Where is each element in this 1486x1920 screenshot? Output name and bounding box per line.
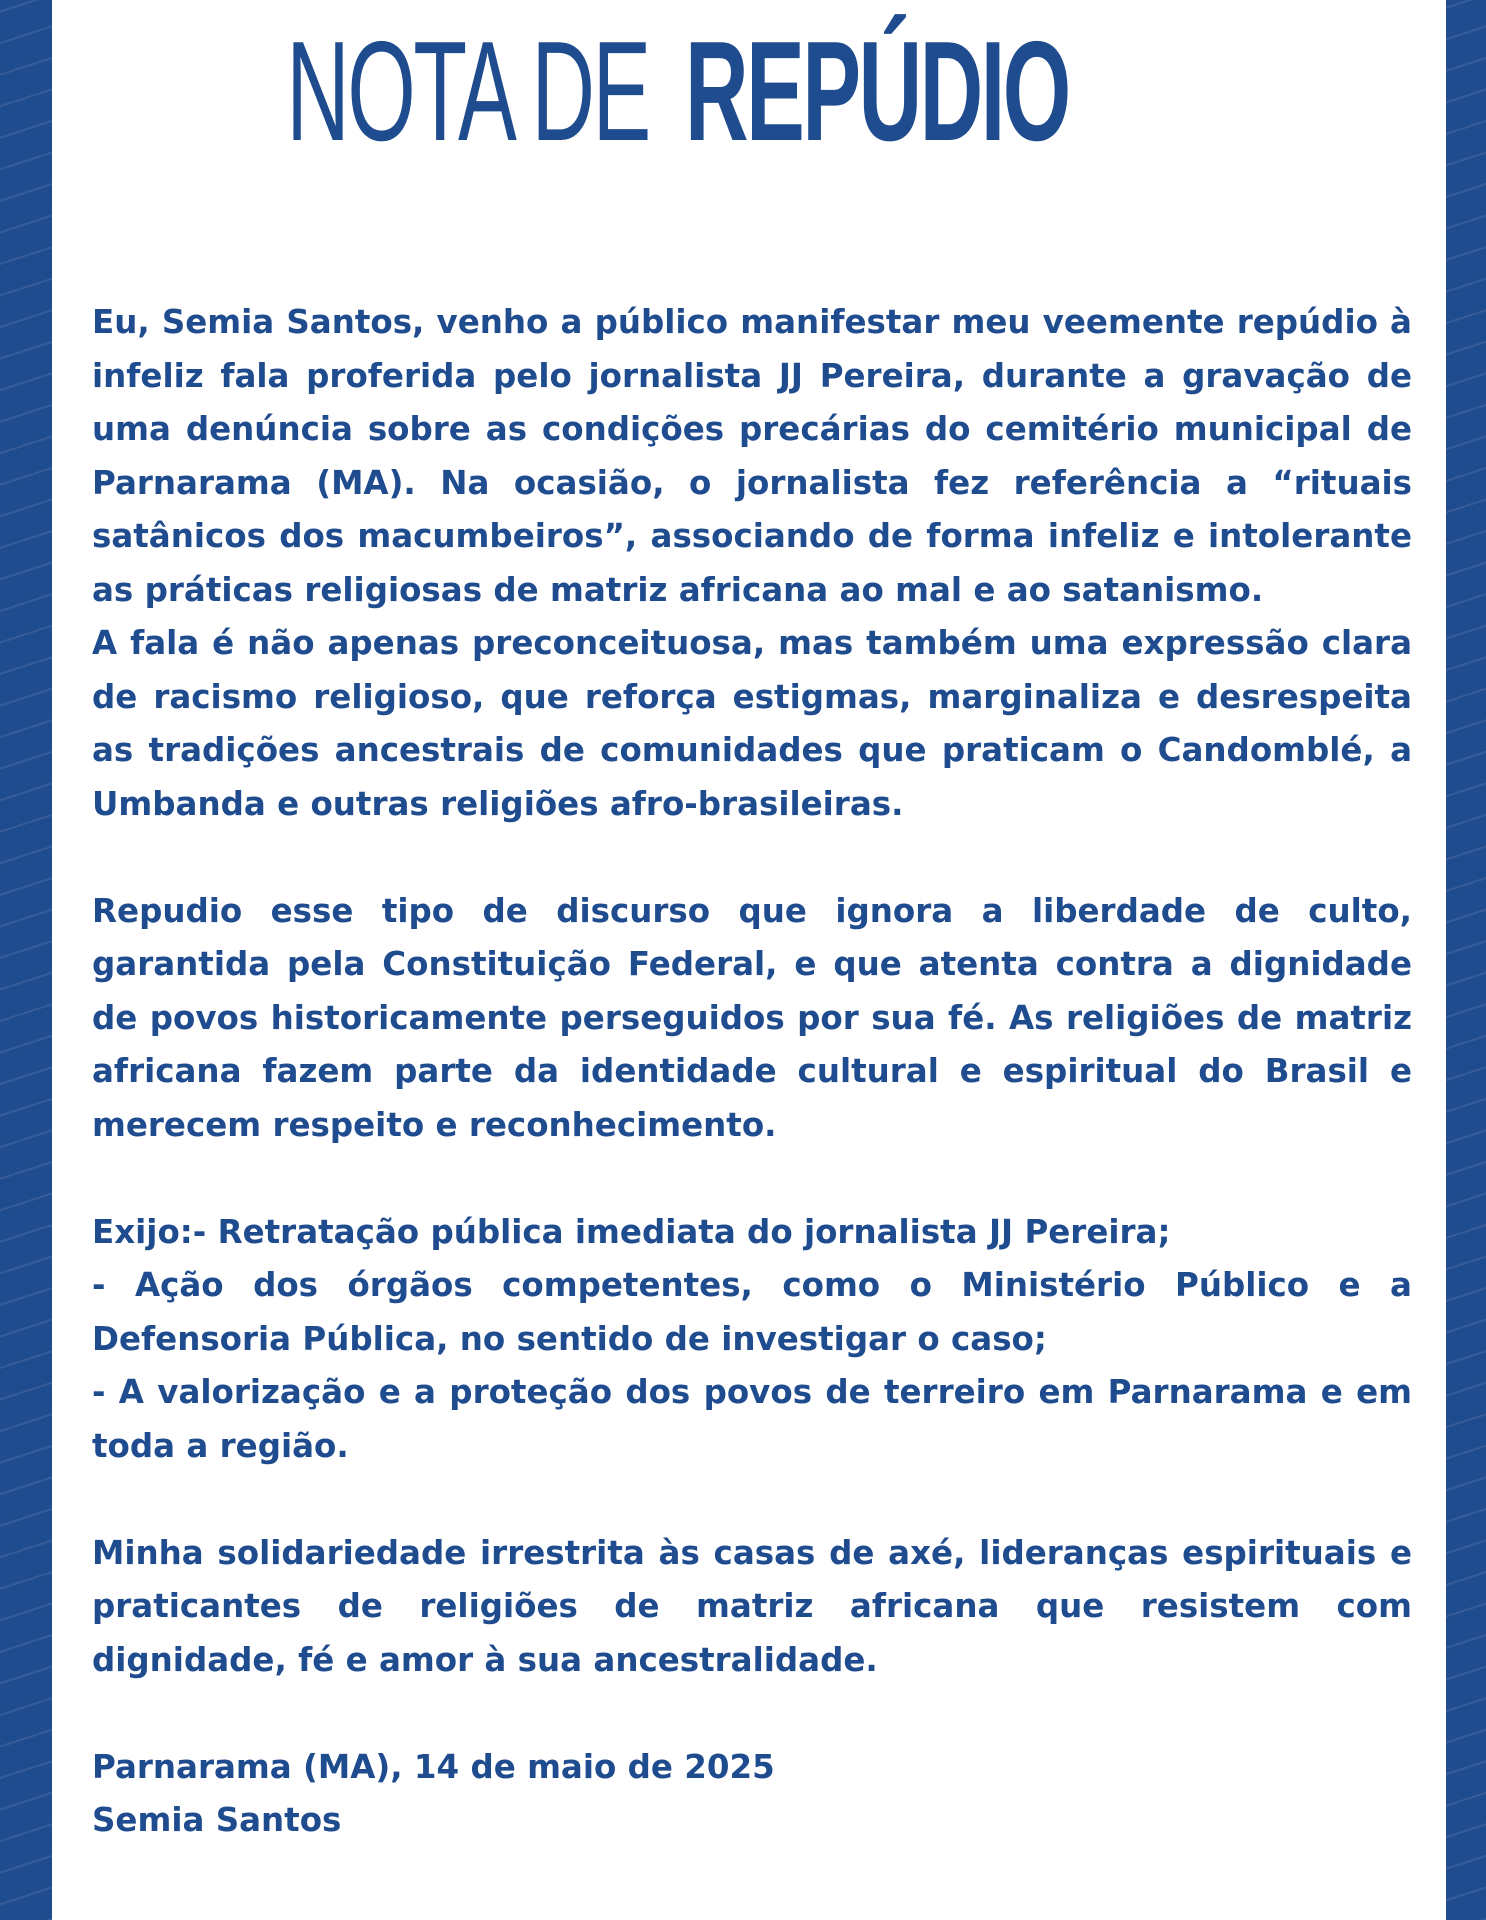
left-decorative-border	[0, 0, 52, 1920]
paragraph-solidarity: Minha solidariedade irrestrita às casas de axé, lideranças espirituais e praticantes de religiões de matriz africana que resistem com dignidade, fé e amor à sua ancestralidade.	[92, 1533, 1412, 1679]
demand-item-2: - Ação dos órgãos competentes, como o Ministério Público e a Defensoria Pública, no sentido de investigar o caso;	[92, 1266, 1412, 1358]
paragraph-repudio: Repudio esse tipo de discurso que ignora a liberdade de culto, garantida pela Constituição Federal, e que atenta contra a dignidade de povos historicamente perseguidos por sua fé. As religiões de matriz africana fazem parte da identidade cultural e espiritual do Brasil e merecem respeito e reconhecimento.	[92, 891, 1412, 1144]
signature-name: Semia Santos	[92, 1801, 342, 1839]
paragraph-racism: A fala é não apenas preconceituosa, mas também uma expressão clara de racismo religioso, que reforça estigmas, marginaliza e desrespeita as tradições ancestrais de comunidades que praticam o Candomblé, a Umbanda e outras religiões afro-brasileiras.	[92, 624, 1412, 823]
document-page	[52, 0, 1446, 1920]
page-title	[52, 8, 1406, 176]
signature-place-date: Parnarama (MA), 14 de maio de 2025	[92, 1747, 775, 1786]
spacer	[92, 1473, 1412, 1527]
document-body	[92, 296, 1412, 1848]
title-part-repudio: REPÚDIO	[684, 12, 1069, 171]
demand-item-3: - A valorização e a proteção dos povos de terreiro em Parnarama e em toda a região.	[92, 1373, 1412, 1465]
paragraph-intro: Eu, Semia Santos, venho a público manifestar meu veemente repúdio à infeliz fala proferida pelo jornalista JJ Pereira, durante a gravação de uma denúncia sobre as condições precárias do cemitério municipal de Parnarama (MA). Na ocasião, o jornalista fez referência a “rituais satânicos dos macumbeiros”, associando de forma infeliz e intolerante as práticas religiosas de matriz africana ao mal e ao satanismo.	[92, 303, 1412, 609]
spacer	[92, 831, 1412, 885]
right-decorative-border	[1446, 0, 1486, 1920]
demand-item-1: Exijo:- Retratação pública imediata do jornalista JJ Pereira;	[92, 1212, 1171, 1251]
spacer	[92, 1152, 1412, 1206]
title-part-nota-de: NOTA DE	[286, 12, 650, 171]
spacer	[92, 1687, 1412, 1741]
